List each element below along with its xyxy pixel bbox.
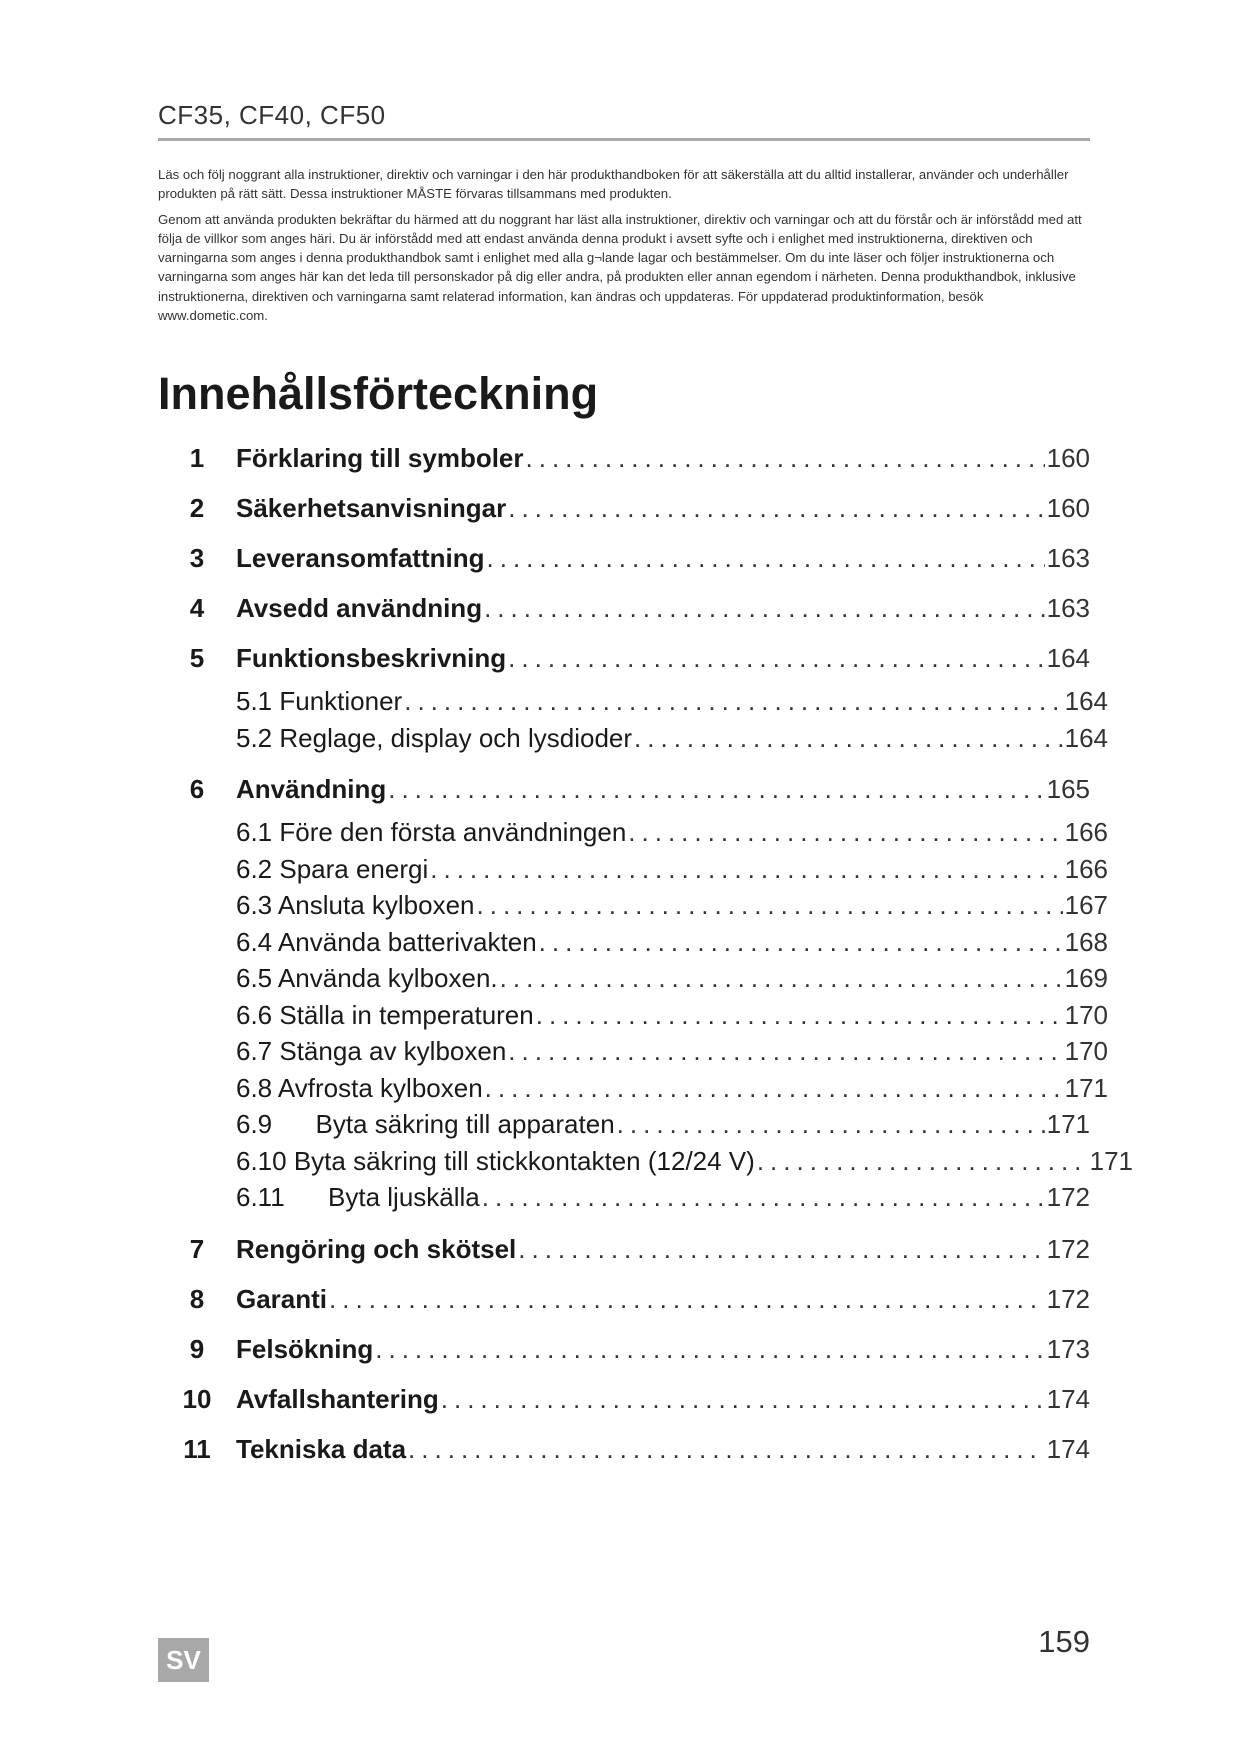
page-number: 159 [1038,1624,1090,1659]
toc-subentry-5-2[interactable] [158,720,1108,757]
toc-entry-5[interactable] [158,633,1090,683]
dot-leader [508,633,1044,683]
dot-leader [508,483,1044,533]
toc-entry-page: 160 [1046,493,1090,523]
dot-leader [539,924,1063,961]
dot-leader [482,1179,1045,1216]
toc-entry-number: 11 [183,1433,211,1464]
toc-subentry-5-1[interactable] [158,683,1108,720]
intro-paragraph-2: Genom att använda produkten bekräftar du härmed att du noggrant har läst alla instruktioner, direktiv och varningar och att du förstår och är införstådd med att följa de villkor som anges häri. Du är införstådd med att endast använda denna produkt i avsett syfte och i enlighet med instruktionerna, direktiven och varningarna som anges i denna produkthandbok samt i enlighet med alla g¬lande lagar och bestämmelser. Om du inte läser och följer instruktionerna och varningarna som anges här kan det leda till personskador på dig eller andra, på produkten eller annan egendom i närheten. Denna produkthandbok, inklusive instruktionerna, direktiven och varningarna samt relaterad information, kan ändras och uppdateras. För uppdaterad produktinformation, besök www.dometic.com. [158,211,1082,324]
dot-leader [441,1374,1045,1424]
toc-entry-label: Förklaring till symboler [236,443,524,473]
dot-leader [485,1070,1063,1107]
toc-entry-3[interactable] [158,533,1090,583]
toc-subentry-6-8[interactable] [158,1070,1108,1107]
toc-subentry-6-9[interactable] [158,1106,1090,1143]
toc-entry-label: Funktionsbeskrivning [236,643,507,673]
toc-title: Innehållsförteckning [158,368,599,419]
toc-entry-number: 9 [189,1333,205,1364]
toc-entry-page: 173 [1046,1333,1090,1364]
dot-leader [388,764,1044,814]
toc-subentry-label: 6.3 Ansluta kylboxen [236,890,475,920]
toc-entry-6[interactable] [158,764,1090,814]
toc-subentry-label: 5.1 Funktioner [236,686,403,716]
toc-subentry-label: 5.2 Reglage, display och lysdioder [236,722,633,753]
dot-leader [430,851,1062,888]
toc-subentry-label: 6.11 Byta ljuskälla [236,1182,480,1212]
toc-entry-label: Leveransomfattning [236,543,485,573]
dot-leader [329,1274,1045,1324]
toc-subentry-6-1[interactable] [158,814,1108,851]
toc-subentry-page: 170 [1064,999,1108,1030]
dot-leader [757,1143,1088,1180]
toc-subentry-label: 6.9 Byta säkring till apparaten [236,1109,615,1139]
dot-leader [487,533,1045,583]
dot-leader [634,720,1063,757]
dot-leader [536,997,1063,1034]
dot-leader [484,583,1045,633]
dot-leader [526,433,1045,483]
toc-subentry-page: 167 [1064,890,1108,920]
toc-entry-number: 6 [189,774,205,804]
toc-entry-number: 3 [189,543,205,573]
toc-entry-number: 5 [189,643,205,673]
toc-entry-page: 163 [1046,543,1090,573]
toc-entry-page: 164 [1046,643,1090,673]
toc-subentry-page: 170 [1064,1036,1108,1066]
toc-entry-9[interactable] [158,1324,1090,1374]
toc-entry-number: 4 [189,593,205,623]
toc-entry-label: Rengöring och skötsel [236,1233,517,1264]
toc-entry-label: Avsedd användning [236,593,483,623]
toc-subentry-6-2[interactable] [158,851,1108,888]
toc-subentry-6-6[interactable] [158,997,1108,1034]
toc-subentry-label: 6.10 Byta säkring till stickkontakten (12/24 V) [236,1145,755,1176]
dot-leader [375,1324,1044,1374]
toc-subentry-page: 171 [1064,1072,1108,1103]
toc-subentry-page: 168 [1064,926,1108,957]
toc-entry-label: Avfallshantering [236,1383,439,1414]
toc-subentry-page: 164 [1064,686,1108,716]
toc-entry-label: Felsökning [236,1333,374,1364]
toc-subentry-page: 171 [1046,1109,1090,1139]
toc-subentry-label: 6.5 Använda kylboxen. [236,963,498,993]
toc-subentry-label: 6.6 Ställa in temperaturen [236,999,534,1030]
toc-subentry-6-4[interactable] [158,924,1108,961]
toc-entry-page: 174 [1046,1383,1090,1414]
intro-paragraph-1: Läs och följ noggrant alla instruktioner, direktiv och varningar i den här produkthandboken för att säkerställa att du alltid installerar, använder och underhåller produkten på rätt sätt. Dessa instruktioner MÅSTE förvaras tillsammans med produkten. [158,167,1069,202]
toc-entry-number: 8 [189,1283,205,1314]
toc-subentry-page: 169 [1064,963,1108,993]
toc-subentry-label: 6.4 Använda batterivakten [236,926,537,957]
toc-entry-number: 7 [189,1233,205,1264]
toc-entry-page: 163 [1046,593,1090,623]
toc-entry-11[interactable] [158,1424,1090,1474]
toc-subentry-6-7[interactable] [158,1033,1108,1070]
toc-entry-7[interactable] [158,1224,1090,1274]
toc-entry-page: 172 [1046,1233,1090,1264]
dot-leader [408,1424,1045,1474]
document-header-title: CF35, CF40, CF50 [158,100,386,130]
toc-entry-10[interactable] [158,1374,1090,1424]
dot-leader [404,683,1062,720]
toc-subentry-page: 164 [1064,722,1108,753]
toc-entry-label: Användning [236,774,387,804]
intro-text [158,165,1090,331]
dot-leader [477,887,1063,924]
dot-leader [628,814,1062,851]
toc-subentry-page: 166 [1064,853,1108,884]
toc-entry-2[interactable] [158,483,1090,533]
toc-subentry-6-3[interactable] [158,887,1108,924]
toc-entry-label: Garanti [236,1283,328,1314]
toc-entry-page: 172 [1046,1283,1090,1314]
toc-entry-8[interactable] [158,1274,1090,1324]
toc-subentry-page: 171 [1089,1145,1133,1176]
toc-entry-1[interactable] [158,433,1090,483]
toc-entry-label: Säkerhetsanvisningar [236,493,507,523]
header-divider [158,138,1090,141]
toc-entry-number: 1 [189,443,205,473]
language-badge: SV [158,1638,209,1682]
toc-subentry-label: 6.1 Före den första användningen [236,817,627,847]
dot-leader [617,1106,1045,1143]
toc-entry-number: 10 [182,1383,212,1414]
toc-subentry-6-11[interactable] [158,1179,1090,1216]
toc-subentry-label: 6.8 Avfrosta kylboxen [236,1072,483,1103]
toc-subentry-page: 172 [1046,1182,1090,1212]
toc-entry-4[interactable] [158,583,1090,633]
dot-leader [508,1033,1062,1070]
toc-entry-page: 174 [1046,1433,1090,1464]
toc-entry-page: 160 [1046,443,1090,473]
toc-subentry-6-10[interactable] [158,1143,1133,1180]
toc-entry-page: 165 [1046,774,1090,804]
dot-leader [500,960,1063,997]
toc-entry-number: 2 [189,493,205,523]
toc-subentry-label: 6.7 Stänga av kylboxen [236,1036,507,1066]
table-of-contents [158,433,1133,1474]
toc-subentry-6-5[interactable] [158,960,1108,997]
toc-subentry-label: 6.2 Spara energi [236,853,429,884]
dot-leader [518,1224,1044,1274]
toc-subentry-page: 166 [1064,817,1108,847]
toc-entry-label: Tekniska data [236,1433,407,1464]
